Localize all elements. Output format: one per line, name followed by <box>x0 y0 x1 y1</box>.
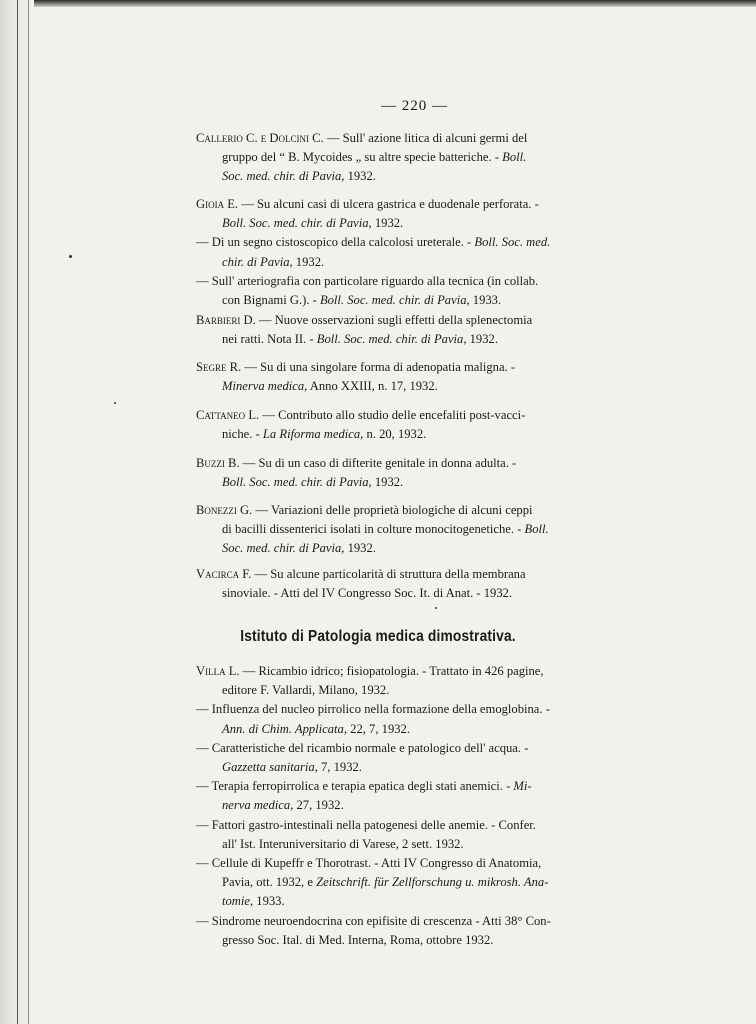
journal-title: Boll. Soc. med. <box>474 235 551 250</box>
binding-rule <box>17 0 18 1024</box>
entry-line <box>196 835 628 854</box>
entry-line <box>196 358 628 377</box>
ink-speck <box>114 402 116 404</box>
page-binding-edge <box>0 0 34 1024</box>
entry-text: — Sull' arteriografia con particolare riguardo alla tecnica (in collab. <box>196 273 539 288</box>
entry-line <box>196 253 628 272</box>
journal-title: Boll. Soc. med. chir. di Pavia, <box>316 332 467 347</box>
entry-text: — Influenza del nucleo pirrolico nella formazione della emoglobina. - <box>196 702 550 717</box>
entry-line <box>196 214 628 233</box>
entry-line <box>196 777 628 796</box>
entry-text: Pavia, ott. 1932, e <box>222 875 317 890</box>
entry-line <box>196 816 628 835</box>
ink-speck <box>435 607 437 609</box>
entry-tail: 1932. <box>371 475 404 490</box>
entry-line <box>196 425 628 444</box>
author-name: Gioia E. <box>196 197 239 211</box>
entry-line <box>196 233 628 252</box>
entry-text: — Sull' azione litica di alcuni germi del <box>323 131 528 145</box>
entry-line <box>196 148 628 167</box>
bibliography-entry <box>196 662 628 950</box>
entry-text: — Contributo allo studio delle encefaliti post-vacci- <box>259 408 526 422</box>
journal-title: Boll. Soc. med. chir. di Pavia, <box>222 216 372 231</box>
entry-line <box>196 796 628 815</box>
journal-title: Gazzetta sanitaria, <box>222 760 318 775</box>
journal-title: Zeitschrift. für Zellforschung u. mikrosh. Ana- <box>316 875 549 890</box>
entry-line <box>196 406 628 425</box>
entry-text: — Nuove osservazioni sugli effetti della splenectomia <box>255 313 533 327</box>
entry-text: — Variazioni delle proprietà biologiche di alcuni ceppi <box>252 503 533 517</box>
entry-line <box>196 565 628 584</box>
entry-tail: 1932. <box>371 216 404 231</box>
entry-line <box>196 681 628 700</box>
entry-line <box>196 739 628 758</box>
entry-text: — Caratteristiche del ricambio normale e patologico dell' acqua. - <box>196 740 529 755</box>
entry-text: sinoviale. - Atti del IV Congresso Soc. It. di Anat. - 1932. <box>222 586 513 601</box>
entry-text: all' Ist. Interuniversitario di Varese, 2 sett. 1932. <box>222 836 464 851</box>
entry-tail: 27, 1932. <box>293 798 344 813</box>
entry-line <box>196 520 628 539</box>
entry-tail: 1932. <box>292 254 325 269</box>
journal-title: nerva medica, <box>222 798 294 813</box>
journal-title: Soc. med. chir. di Pavia, <box>222 169 345 184</box>
entry-text: editore F. Vallardi, Milano, 1932. <box>222 683 390 698</box>
entry-text: — Di un segno cistoscopico della calcolosi ureterale. - <box>196 235 475 250</box>
journal-title: Soc. med. chir. di Pavia, <box>222 541 345 556</box>
journal-title: Mi- <box>513 779 532 794</box>
journal-title: chir. di Pavia, <box>222 254 293 269</box>
entry-line <box>196 291 628 310</box>
entry-text: nei ratti. Nota II. - <box>222 332 317 347</box>
entry-line <box>196 501 628 520</box>
ink-speck <box>69 255 72 258</box>
journal-title: Boll. <box>502 150 527 165</box>
entry-line <box>196 912 628 931</box>
author-name: Vacirca F. <box>196 567 252 581</box>
entry-tail: Anno XXIII, n. 17, 1932. <box>307 379 438 394</box>
page-top-edge <box>0 0 756 7</box>
entry-text: — Ricambio idrico; fisiopatologia. - Trattato in 426 pagine, <box>239 664 544 678</box>
entry-text: con Bignami G.). - <box>222 293 320 308</box>
entry-line <box>196 720 628 739</box>
entry-text: gresso Soc. Ital. di Med. Interna, Roma, ottobre 1932. <box>222 932 494 947</box>
entry-line <box>196 195 628 214</box>
bibliography-entry <box>196 565 628 603</box>
entry-line <box>196 311 628 330</box>
entry-text: — Cellule di Kupeffr e Thorotrast. - Atti IV Congresso di Anatomia, <box>196 856 542 871</box>
entry-line <box>196 454 628 473</box>
bibliography-entry <box>196 406 628 444</box>
entry-tail: 1932. <box>344 541 376 556</box>
entry-line <box>196 931 628 950</box>
entry-line <box>196 129 628 148</box>
entry-line <box>196 330 628 349</box>
entry-tail: 1933. <box>469 293 502 308</box>
author-name: Villa L. <box>196 664 240 678</box>
author-name: Barbieri D. <box>196 313 256 327</box>
section-title: Istituto di Patologia medica dimostrativa. <box>240 628 516 645</box>
entry-line <box>196 167 628 186</box>
journal-title: tomie, <box>222 894 254 909</box>
entry-line <box>196 662 628 681</box>
entry-line <box>196 584 628 603</box>
author-name: Callerio C. e Dolcini C. <box>196 131 324 145</box>
entry-line <box>196 873 628 892</box>
author-name: Segre R. <box>196 360 242 374</box>
entry-line <box>196 854 628 873</box>
journal-title: Boll. Soc. med. chir. di Pavia, <box>319 293 470 308</box>
entry-line <box>196 272 628 291</box>
journal-title: Boll. Soc. med. chir. di Pavia, <box>222 475 372 490</box>
journal-title: La Riforma medica, <box>262 427 364 442</box>
author-name: Bonezzi G. <box>196 503 253 517</box>
entry-tail: 1932. <box>344 169 376 184</box>
entry-text: niche. - <box>222 427 263 442</box>
journal-title: Minerva medica, <box>222 379 308 394</box>
binding-rule-inner <box>28 0 29 1024</box>
entry-text: — Su di una singolare forma di adenopatia maligna. - <box>241 360 516 374</box>
entry-tail: 1933. <box>253 894 285 909</box>
entry-text: — Terapia ferropirrolica e terapia epatica degli stati anemici. - <box>196 779 514 794</box>
entry-text: — Fattori gastro-intestinali nella patogenesi delle anemie. - Confer. <box>196 817 536 832</box>
entry-text: — Su alcune particolarità di struttura della membrana <box>251 567 526 581</box>
entry-line <box>196 377 628 396</box>
entry-line <box>196 473 628 492</box>
journal-title: Boll. <box>524 522 549 537</box>
bibliography-entry <box>196 501 628 559</box>
entry-tail: 7, 1932. <box>317 760 362 775</box>
entry-text: gruppo del “ B. Mycoides „ su altre specie batteriche. - <box>222 150 503 165</box>
entry-tail: n. 20, 1932. <box>363 427 427 442</box>
bibliography-entry <box>196 454 628 492</box>
entry-line <box>196 892 628 911</box>
bibliography-entry <box>196 195 628 310</box>
entry-line <box>196 700 628 719</box>
bibliography-entry <box>196 311 628 349</box>
entry-line <box>196 758 628 777</box>
entry-text: — Su alcuni casi di ulcera gastrica e duodenale perforata. - <box>238 197 539 211</box>
bibliography-entry <box>196 129 628 187</box>
author-name: Buzzi B. <box>196 456 240 470</box>
entry-tail: 22, 7, 1932. <box>347 721 410 736</box>
bibliography-entry <box>196 358 628 396</box>
author-name: Cattaneo L. <box>196 408 260 422</box>
journal-title: Ann. di Chim. Applicata, <box>222 721 348 736</box>
entry-text: di bacilli dissenterici isolati in colture monocitogenetiche. - <box>222 522 525 537</box>
entry-text: — Su di un caso di difterite genitale in donna adulta. - <box>239 456 517 470</box>
entry-tail: 1932. <box>466 332 498 347</box>
page-number: — 220 — <box>381 98 448 114</box>
entry-line <box>196 539 628 558</box>
entry-text: — Sindrome neuroendocrina con epifisite di crescenza - Atti 38° Con- <box>196 913 551 928</box>
